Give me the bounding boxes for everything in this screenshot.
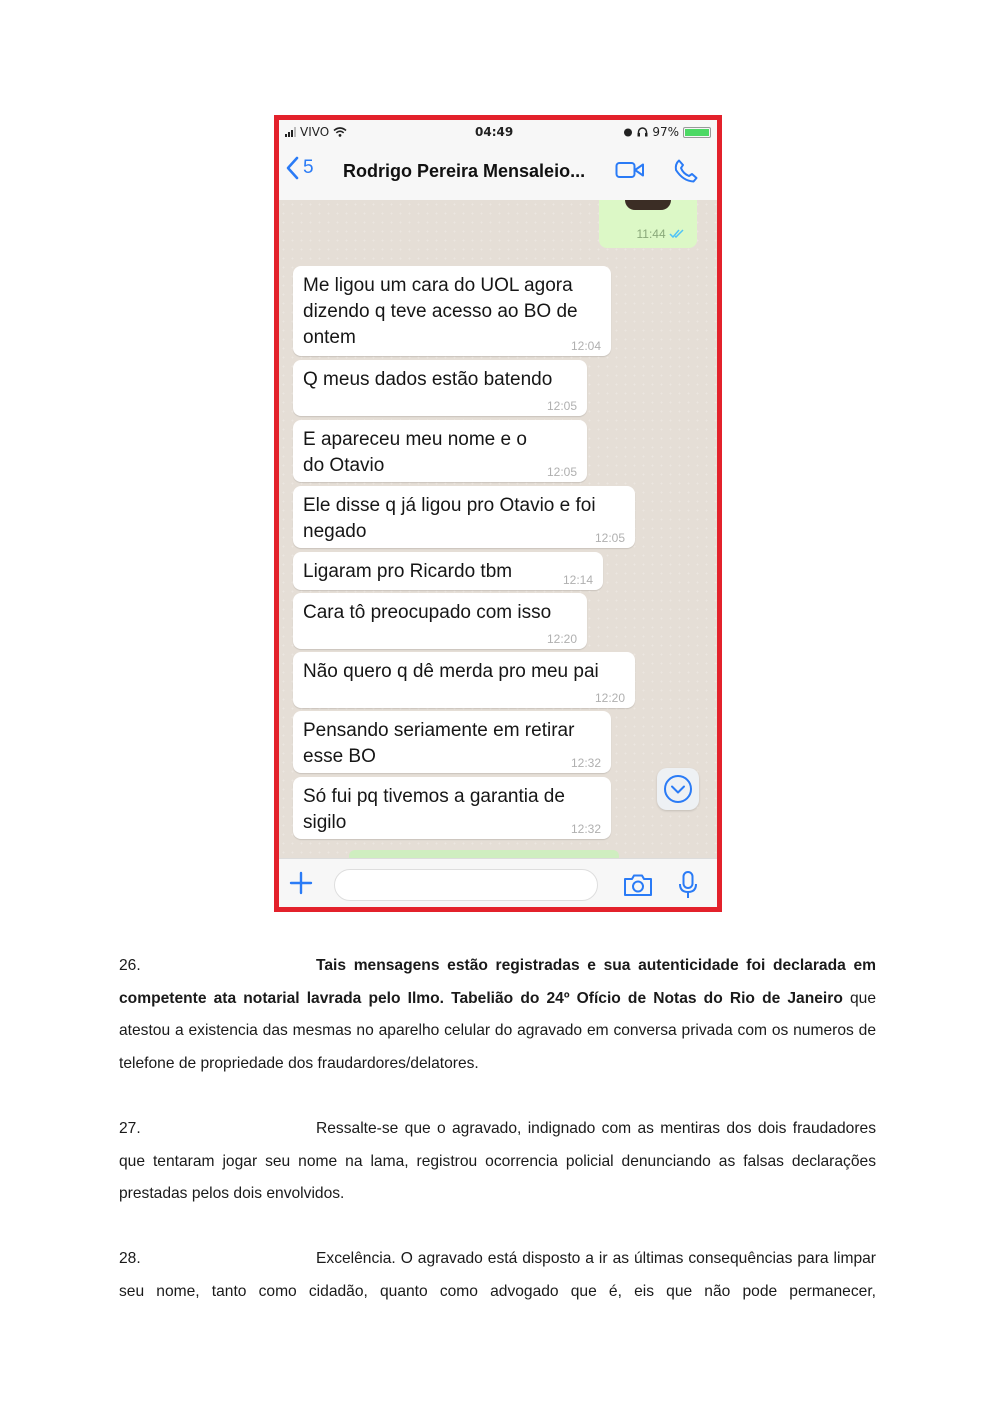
message-text: Cara tô preocupado com isso bbox=[303, 602, 552, 623]
message-time: 12:20 bbox=[594, 691, 625, 705]
alarm-icon bbox=[623, 127, 633, 137]
wifi-icon bbox=[333, 127, 347, 137]
incoming-message bbox=[293, 486, 635, 548]
incoming-message bbox=[293, 652, 635, 708]
paragraph-text: que atestou a existencia das mesmas no aparelho celular do agravado em conversa privada com os numeros de telefone de propriedade dos fraudardores/delatores. bbox=[119, 989, 876, 1072]
message-text: Ele disse q já ligou pro Otavio e foi negado bbox=[303, 495, 596, 542]
chat-header bbox=[279, 144, 717, 201]
outgoing-message-partial bbox=[349, 850, 619, 858]
paragraph-number: 26. bbox=[119, 957, 141, 974]
incoming-message bbox=[293, 266, 611, 356]
message-time: 12:20 bbox=[546, 632, 577, 646]
battery-percent: 97% bbox=[652, 125, 679, 139]
input-bar bbox=[279, 858, 717, 912]
headphones-icon bbox=[637, 127, 648, 137]
message-text: E apareceu meu nome e o do Otavio bbox=[303, 429, 527, 476]
camera-icon[interactable] bbox=[623, 873, 653, 897]
message-text: Não quero q dê merda pro meu pai bbox=[303, 661, 599, 682]
back-chevron-icon bbox=[285, 156, 299, 180]
video-call-icon[interactable] bbox=[615, 160, 645, 180]
incoming-message bbox=[293, 420, 587, 482]
status-left bbox=[285, 125, 347, 139]
incoming-message bbox=[293, 777, 611, 839]
message-time: 12:32 bbox=[570, 756, 601, 770]
status-bar bbox=[279, 120, 717, 144]
message-text: Pensando seriamente em retirar esse BO bbox=[303, 720, 575, 767]
message-time: 12:05 bbox=[546, 465, 577, 479]
scroll-down-button[interactable] bbox=[657, 768, 699, 810]
status-right bbox=[623, 125, 711, 139]
message-time: 12:14 bbox=[562, 573, 593, 587]
paragraph-number: 27. bbox=[119, 1120, 141, 1137]
paragraph-bold-text: Tais mensagens estão registradas e sua autenticidade foi declarada em competente ata notarial lavrada pelo Ilmo. Tabelião do 24º Ofício de Notas do Rio de Janeiro bbox=[119, 957, 876, 1007]
message-time: 12:05 bbox=[594, 531, 625, 545]
paragraph-27 bbox=[119, 1113, 876, 1211]
microphone-icon[interactable] bbox=[678, 870, 698, 900]
message-time: 12:32 bbox=[570, 822, 601, 836]
paragraph-28 bbox=[119, 1243, 876, 1308]
message-time: 12:05 bbox=[546, 399, 577, 413]
double-check-icon bbox=[669, 229, 685, 238]
incoming-message bbox=[293, 360, 587, 416]
paragraph-number: 28. bbox=[119, 1250, 141, 1267]
incoming-message bbox=[293, 711, 611, 773]
paragraph-text: Ressalte-se que o agravado, indignado com as mentiras dos dois fraudadores que tentaram jogar seu nome na lama, registrou ocorrencia policial denunciando as falsas declarações prestadas pelos dois envolvidos. bbox=[119, 1120, 876, 1202]
carrier-label: VIVO bbox=[300, 125, 330, 139]
battery-icon bbox=[683, 127, 711, 138]
outgoing-message bbox=[599, 200, 697, 248]
unread-count: 5 bbox=[303, 157, 314, 178]
paragraph-text: Excelência. O agravado está disposto a ir as últimas consequências para limpar seu nome, tanto como cidadão, quanto como advogado que é, eis que não pode permanecer, bbox=[119, 1250, 876, 1300]
plus-icon[interactable] bbox=[289, 871, 313, 895]
sticker-image bbox=[625, 200, 671, 210]
back-button[interactable] bbox=[285, 156, 314, 180]
message-time: 11:44 bbox=[637, 227, 685, 241]
message-text: Q meus dados estão batendo bbox=[303, 369, 553, 390]
message-text: Só fui pq tivemos a garantia de sigilo bbox=[303, 786, 565, 833]
message-time: 12:04 bbox=[570, 339, 601, 353]
message-text: Me ligou um cara do UOL agora dizendo q teve acesso ao BO de ontem bbox=[303, 275, 578, 348]
phone-icon[interactable] bbox=[673, 158, 699, 184]
message-text: Ligaram pro Ricardo tbm bbox=[303, 561, 513, 582]
whatsapp-screenshot bbox=[274, 115, 722, 912]
incoming-message bbox=[293, 552, 603, 590]
message-input[interactable] bbox=[334, 869, 598, 901]
contact-name[interactable]: Rodrigo Pereira Mensaleio... bbox=[343, 161, 586, 181]
status-time: 04:49 bbox=[475, 125, 514, 139]
message-list[interactable] bbox=[279, 200, 717, 858]
signal-icon bbox=[285, 127, 296, 137]
scroll-down-icon bbox=[663, 774, 693, 804]
incoming-message bbox=[293, 593, 587, 649]
paragraph-26 bbox=[119, 950, 876, 1080]
